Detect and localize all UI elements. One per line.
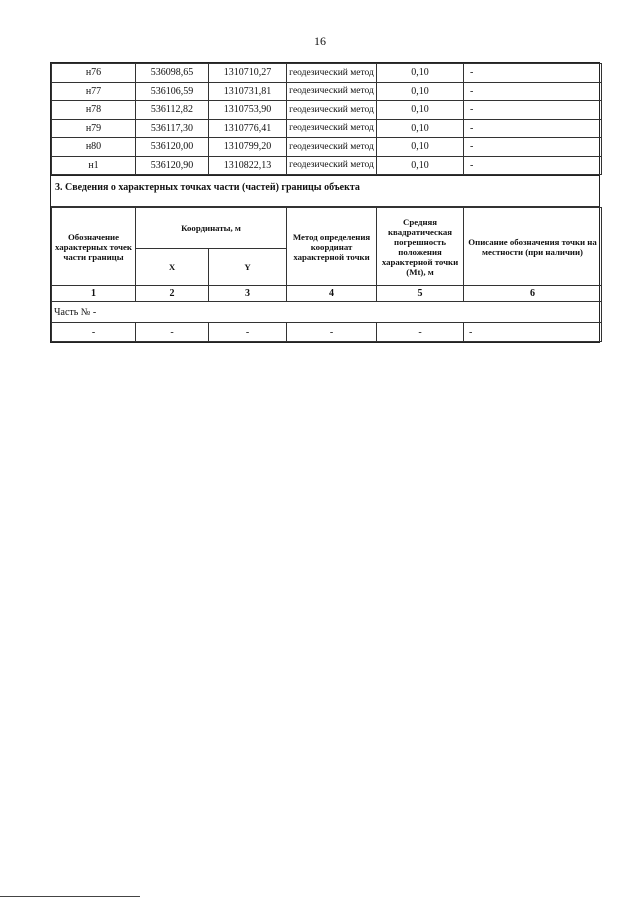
accuracy-cell: 0,10 (377, 119, 464, 138)
x-coordinate-cell: 536120,00 (136, 138, 209, 157)
method-cell: геодезический метод (287, 119, 377, 138)
y-coordinate-cell: 1310776,41 (209, 119, 287, 138)
part-number-label: Часть № - (52, 302, 602, 323)
accuracy-cell: 0,10 (377, 156, 464, 175)
header-accuracy: Средняя квадратическая погрешность положения характерной точки (Мt), м (377, 208, 464, 286)
point-cell: н76 (52, 64, 136, 83)
method-cell: геодезический метод (287, 156, 377, 175)
x-coordinate-cell: 536120,90 (136, 156, 209, 175)
header-x: X (136, 249, 209, 286)
empty-cell-designation: - (52, 323, 136, 342)
point-cell: н79 (52, 119, 136, 138)
x-coordinate-cell: 536117,30 (136, 119, 209, 138)
empty-cell-description: - (464, 323, 602, 342)
method-cell: геодезический метод (287, 101, 377, 120)
table-row (52, 119, 602, 138)
empty-cell-x: - (136, 323, 209, 342)
empty-cell-y: - (209, 323, 287, 342)
table-row (52, 64, 602, 83)
point-cell: н78 (52, 101, 136, 120)
description-cell: - (464, 138, 602, 157)
empty-cell-accuracy: - (377, 323, 464, 342)
column-number-2: 2 (136, 286, 209, 302)
page-number: 16 (314, 34, 326, 48)
accuracy-cell: 0,10 (377, 101, 464, 120)
point-cell: н80 (52, 138, 136, 157)
accuracy-cell: 0,10 (377, 82, 464, 101)
document-frame (50, 62, 600, 343)
header-designation: Обозначение характерных точек части границы (52, 208, 136, 286)
method-cell: геодезический метод (287, 138, 377, 157)
column-number-5: 5 (377, 286, 464, 302)
points-table-body (52, 64, 602, 175)
table-row (52, 138, 602, 157)
x-coordinate-cell: 536098,65 (136, 64, 209, 83)
accuracy-cell: 0,10 (377, 138, 464, 157)
column-number-1: 1 (52, 286, 136, 302)
table-row (52, 82, 602, 101)
description-cell: - (464, 119, 602, 138)
y-coordinate-cell: 1310799,20 (209, 138, 287, 157)
column-number-3: 3 (209, 286, 287, 302)
section-3-title: 3. Сведения о характерных точках части (частей) границы объекта (51, 175, 599, 207)
accuracy-cell: 0,10 (377, 64, 464, 83)
points-table (51, 63, 602, 175)
column-number-4: 4 (287, 286, 377, 302)
y-coordinate-cell: 1310753,90 (209, 101, 287, 120)
x-coordinate-cell: 536106,59 (136, 82, 209, 101)
y-coordinate-cell: 1310822,13 (209, 156, 287, 175)
table-row (52, 101, 602, 120)
part-points-table (51, 207, 602, 342)
y-coordinate-cell: 1310710,27 (209, 64, 287, 83)
empty-cell-method: - (287, 323, 377, 342)
table-row (52, 156, 602, 175)
x-coordinate-cell: 536112,82 (136, 101, 209, 120)
footer-divider (0, 896, 140, 897)
method-cell: геодезический метод (287, 64, 377, 83)
point-cell: н1 (52, 156, 136, 175)
header-y: Y (209, 249, 287, 286)
y-coordinate-cell: 1310731,81 (209, 82, 287, 101)
description-cell: - (464, 64, 602, 83)
column-number-6: 6 (464, 286, 602, 302)
description-cell: - (464, 156, 602, 175)
method-cell: геодезический метод (287, 82, 377, 101)
description-cell: - (464, 101, 602, 120)
description-cell: - (464, 82, 602, 101)
header-coordinates: Координаты, м (136, 208, 287, 249)
header-description: Описание обозначения точки на местности (при наличии) (464, 208, 602, 286)
point-cell: н77 (52, 82, 136, 101)
header-method: Метод определения координат характерной точки (287, 208, 377, 286)
